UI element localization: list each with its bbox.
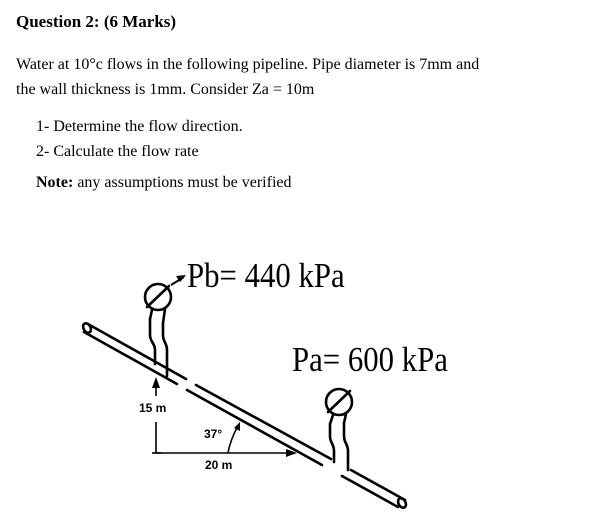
height-arrow-head (152, 377, 160, 388)
question-statement (16, 52, 576, 102)
horizontal-label: 20 m (205, 458, 233, 472)
height-dimension (152, 387, 161, 453)
note (36, 174, 292, 192)
height-label: 15 m (139, 401, 167, 415)
task-item-1: 1- Determine the flow direction. (36, 118, 243, 135)
note-text: any assumptions must be verified (73, 174, 292, 191)
task-item-2: 2- Calculate the flow rate (36, 143, 199, 160)
task-list (36, 114, 243, 164)
pressure-a-label: Pa= 600 kPa (292, 341, 448, 380)
statement-line-2: the wall thickness is 1mm. Consider Za = 10m (16, 81, 315, 98)
statement-line-1: Water at 10°c flows in the following pipeline. Pipe diameter is 7mm and (16, 56, 480, 73)
angle-arc (228, 426, 238, 453)
pipeline-figure (0, 240, 590, 514)
question-title: Question 2: (6 Marks) (16, 12, 177, 31)
angle-label: 37° (204, 427, 223, 441)
note-label: Note: (36, 174, 74, 191)
pressure-b-label: Pb= 440 kPa (187, 257, 345, 296)
angle-arrow-head (234, 422, 240, 431)
